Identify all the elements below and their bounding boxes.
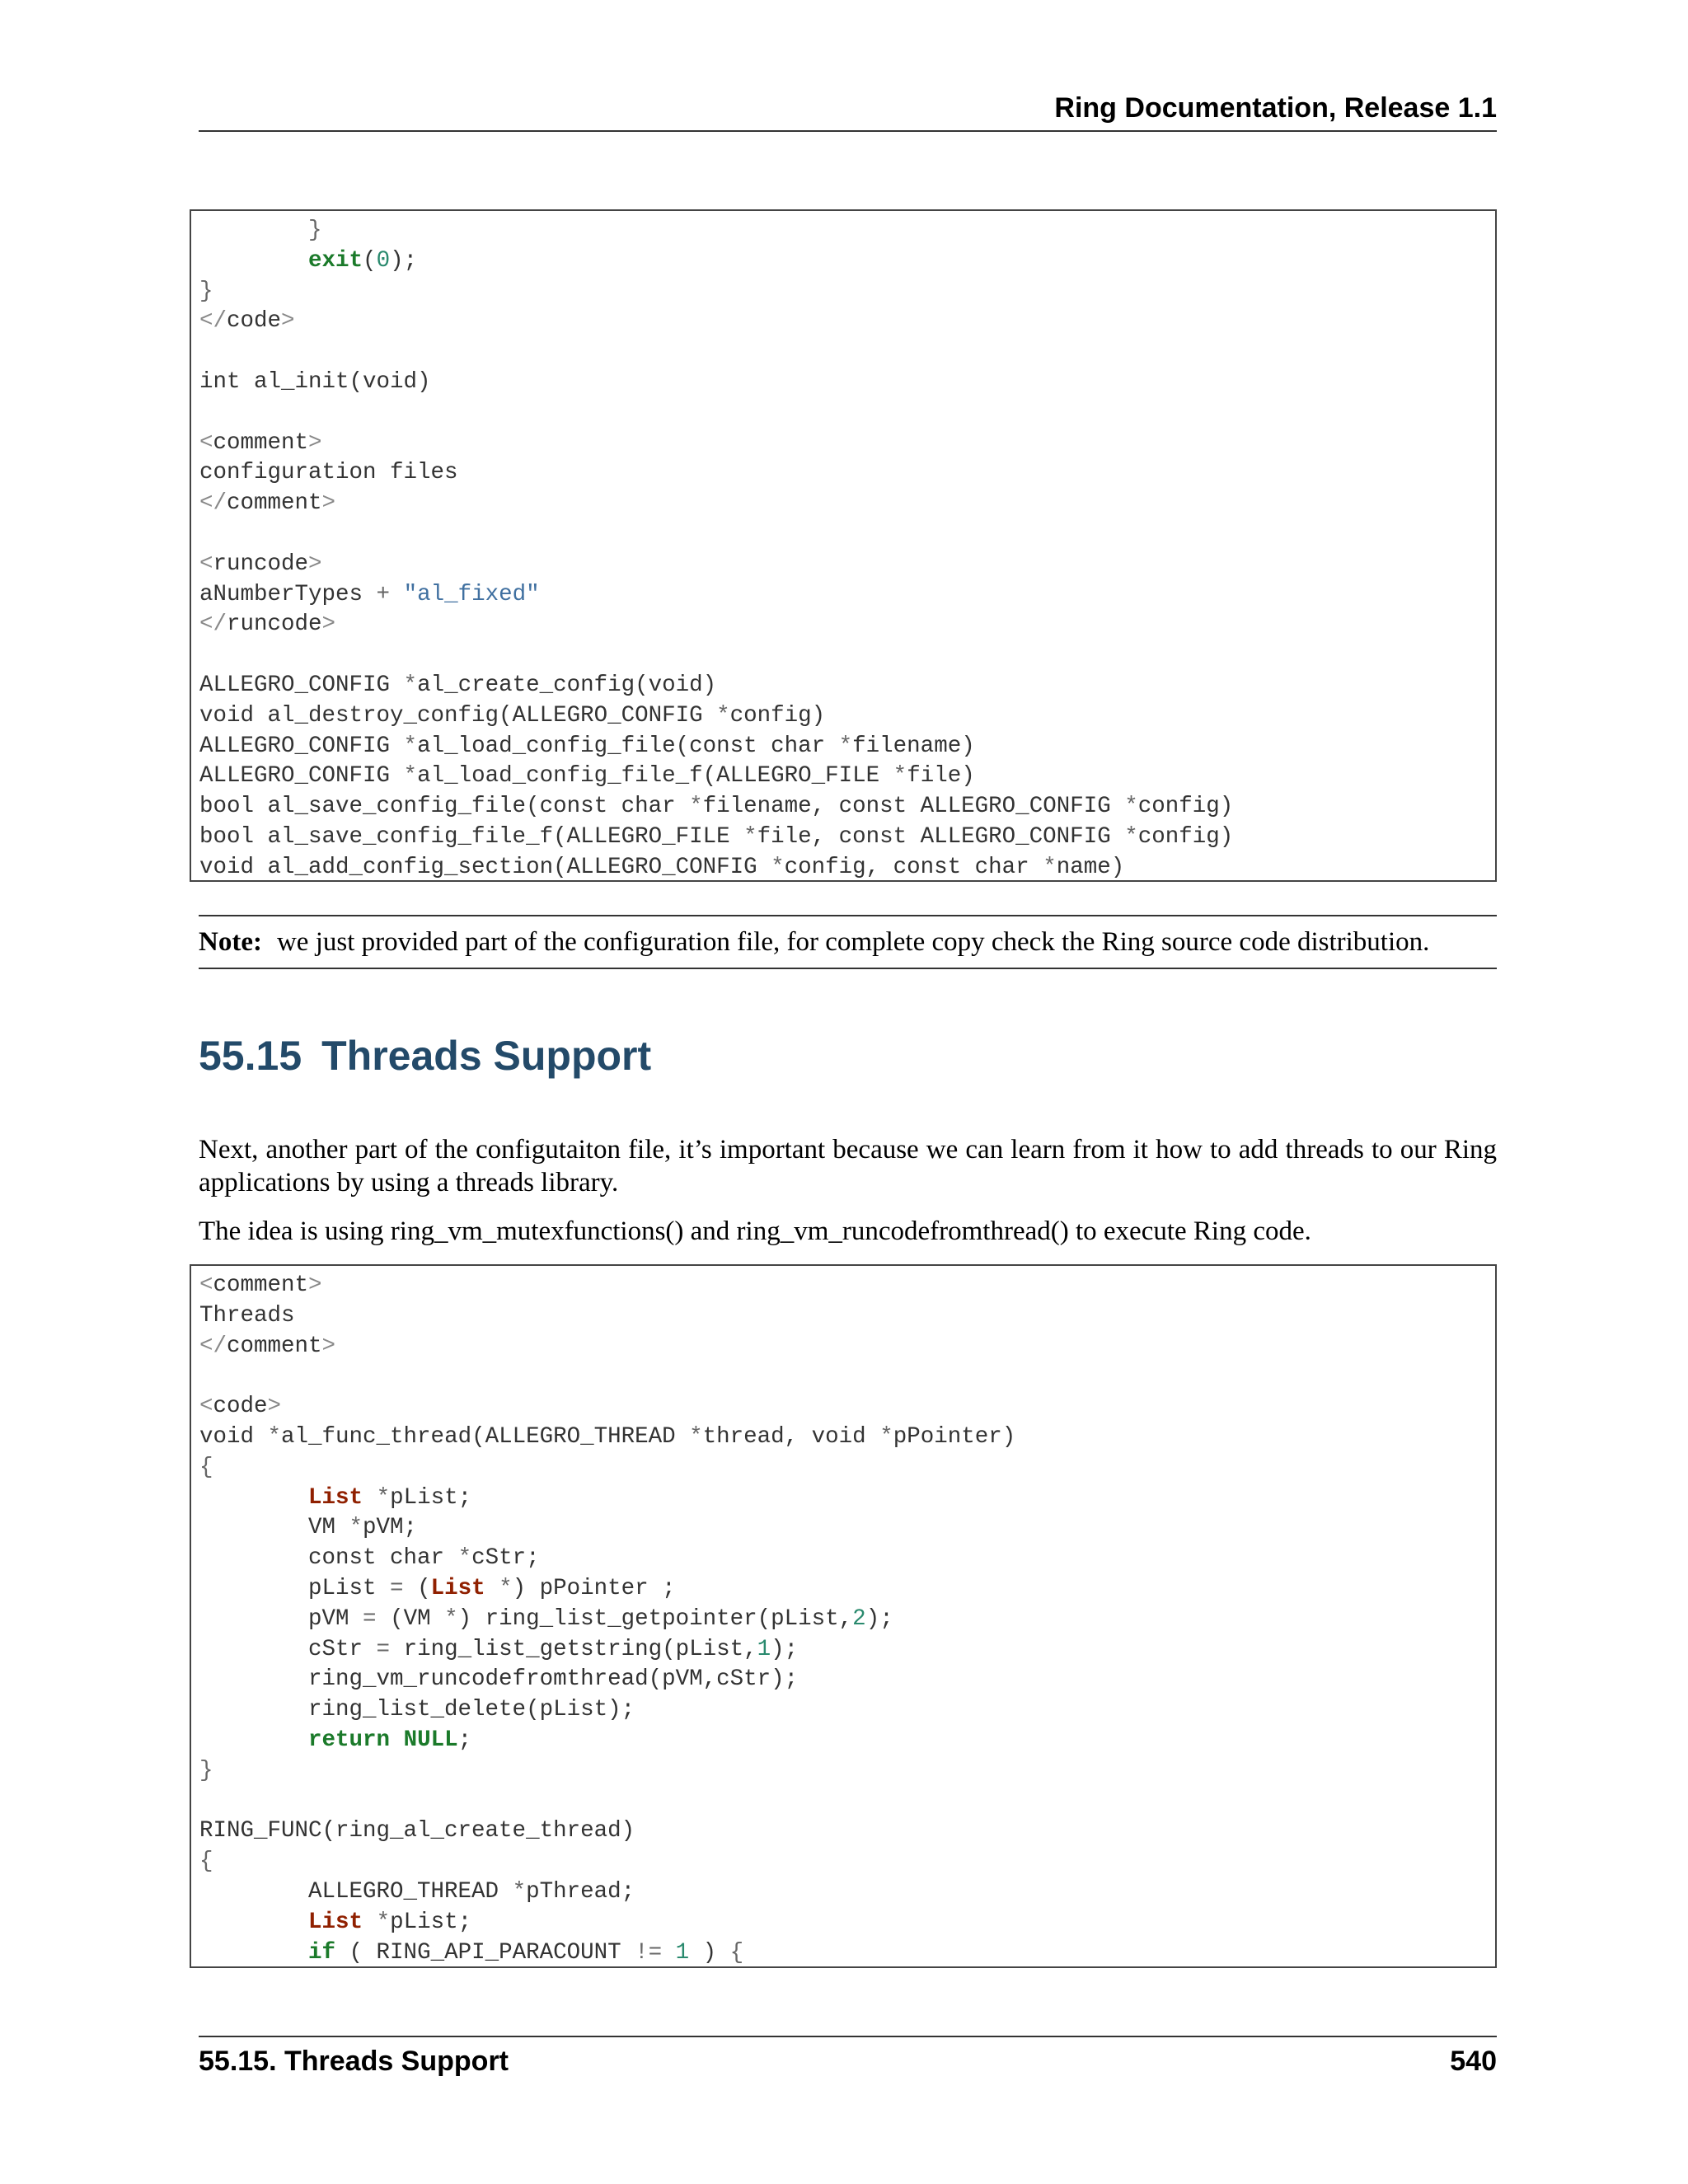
code-line: } (308, 218, 322, 243)
header-rule (199, 130, 1497, 132)
code-line: List *pList; (308, 1909, 472, 1935)
code-line: ALLEGRO_CONFIG *al_load_config_file(const char *filename) (199, 733, 975, 759)
code-line: <comment> (199, 429, 322, 456)
code-line: List *pList; (308, 1484, 472, 1511)
code-line: return NULL; (308, 1727, 472, 1753)
section-number: 55.15 (199, 1033, 302, 1079)
code-line: </code> (199, 308, 295, 335)
code-line (199, 640, 1495, 671)
code-line: <runcode> (199, 551, 322, 577)
code-line: pVM = (VM *) ring_list_getpointer(pList,2); (199, 1605, 893, 1632)
section-title: Threads Support (321, 1033, 652, 1079)
code-line: exit(0); (308, 247, 418, 274)
code-block-threads (190, 1264, 1497, 1968)
code-line: ring_list_delete(pList); (199, 1697, 635, 1723)
code-line: } (199, 1757, 213, 1783)
code-line: Threads (199, 1302, 295, 1329)
code-line: aNumberTypes + "al_fixed" (199, 581, 540, 607)
page-header-title: Ring Documentation, Release 1.1 (1054, 92, 1497, 124)
code-line: if ( RING_API_PARACOUNT != 1 ) { (308, 1939, 744, 1966)
code-line (199, 519, 1495, 550)
code-line: bool al_save_config_file(const char *filename, const ALLEGRO_CONFIG *config) (199, 794, 1234, 820)
footer-section-label: 55.15. Threads Support (199, 2046, 509, 2077)
code-line: <comment> (199, 1272, 322, 1298)
footer-page-number: 540 (1450, 2046, 1497, 2077)
code-line: int al_init(void) (199, 368, 431, 395)
code-line: const char *cStr; (199, 1545, 540, 1572)
code-line: void al_destroy_config(ALLEGRO_CONFIG *config) (199, 702, 826, 729)
code-line: cStr = ring_list_getstring(pList,1); (199, 1636, 799, 1662)
code-line: VM *pVM; (199, 1515, 418, 1541)
code-line: configuration files (199, 460, 458, 486)
code-line (199, 1361, 1495, 1392)
code-line: ALLEGRO_CONFIG *al_load_config_file_f(ALLEGRO_FILE *file) (199, 763, 975, 790)
code-line: void al_add_config_section(ALLEGRO_CONFIG *config, const char *name) (199, 854, 1125, 880)
code-line: <code> (199, 1394, 282, 1420)
code-block-configuration (190, 209, 1497, 882)
code-line (199, 1787, 1495, 1817)
note-text: we just provided part of the configuration file, for complete copy check the Ring source code distribution. (276, 927, 1430, 957)
section-heading (199, 1032, 651, 1080)
code-line: { (199, 1849, 213, 1875)
footer-rule (199, 2036, 1497, 2037)
code-line: } (199, 278, 213, 304)
code-line (199, 337, 1495, 368)
code-line: ALLEGRO_CONFIG *al_create_config(void) (199, 672, 717, 698)
code-line: </runcode> (199, 612, 336, 638)
paragraph-threads-idea: The idea is using ring_vm_mutexfunctions() and ring_vm_runcodefromthread() to execute Ring code. (199, 1216, 1311, 1246)
code-line: RING_FUNC(ring_al_create_thread) (199, 1818, 635, 1844)
paragraph-threads-intro: Next, another part of the configutaiton file, it’s important because we can learn from it how to add threads to our Ring applications by using a threads library. (199, 1135, 1497, 1197)
code-line: </comment> (199, 490, 336, 517)
note-box (199, 915, 1497, 969)
code-line: bool al_save_config_file_f(ALLEGRO_FILE *file, const ALLEGRO_CONFIG *config) (199, 823, 1234, 850)
code-line: { (199, 1454, 213, 1480)
note-label: Note: (199, 927, 262, 957)
code-line: ALLEGRO_THREAD *pThread; (199, 1878, 635, 1905)
code-line: </comment> (199, 1333, 336, 1359)
code-line: ring_vm_runcodefromthread(pVM,cStr); (199, 1666, 799, 1693)
code-line (199, 398, 1495, 429)
code-line: void *al_func_thread(ALLEGRO_THREAD *thread, void *pPointer) (199, 1423, 1016, 1450)
code-line: pList = (List *) pPointer ; (199, 1575, 676, 1601)
